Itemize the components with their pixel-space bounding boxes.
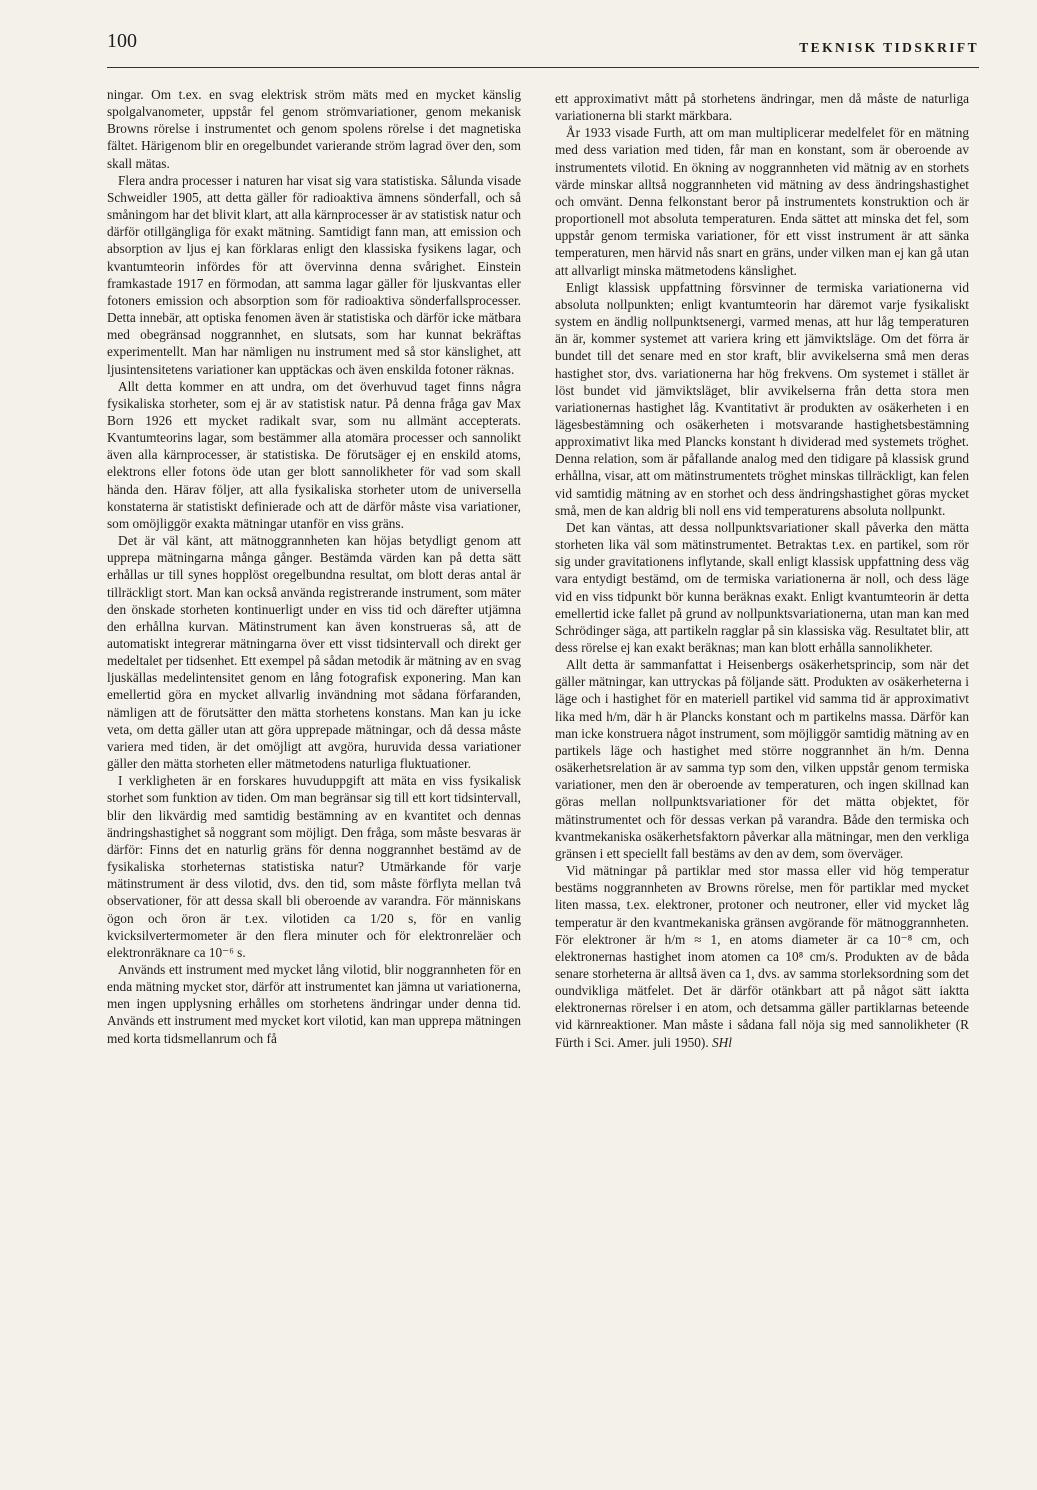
page-number: 100 [107,30,137,52]
journal-title: TEKNISK TIDSKRIFT [799,40,979,55]
paragraph: Det kan väntas, att dessa nollpunktsvariationer skall påverka den mätta storheten lika väl som mätinstrumentet. Betraktas t.ex. en partikel, som rör sig under gravitationens inflytande, skall enligt klassisk uppfattning dess väg vara entydigt bestämd, om de termiska variationerna är noll, och dess läge vid en viss tidpunkt bör kunna beräknas exakt. Enligt kvantumteorin är detta emellertid icke fallet på grund av nollpunktsvariationerna, utan man kan med Schrödinger säga, att partikeln ragglar på sin klassiska väg. Resultatet blir, att dess rörelse ej kan exakt beräknas; man kan blott erhålla sannolikheter. [555,519,969,655]
page-header [107,30,979,66]
paragraph: Allt detta kommer en att undra, om det överhuvud taget finns några fysikaliska storheter, som ej är av statistisk natur. På denna fråga gav Max Born 1926 ett mycket radikalt svar, som nu allmänt accepterats. Kvantumteorins lagar, som bestämmer alla atomära processer och sannolikt även alla kärnprocesser, är statistiska. De förutsäger ej en enskild atoms, elektrons eller fotons öde utan ger blott sannolikheter för vad som skall hända den. Härav följer, att alla fysikaliska storheter utom de universella konstaterna är statistiskt definierade och att de därför måste visa variationer, som omöjliggör exakta mätningar utanför en viss gräns. [107,378,521,531]
paragraph: Enligt klassisk uppfattning försvinner de termiska variationerna vid absoluta nollpunkten; enligt kvantumteorin har däremot varje fysikaliskt system en ändlig nollpunktsenergi, varmed menas, att hur låg temperaturen än är, kommer systemet att variera kring ett jämviktsläge. Om det förra är bundet till det senare med en stor kraft, blir avvikelserna små men deras hastighet stor, dvs. variationerna har hög frekvens. Om systemet i stället är löst bundet vid jämviktsläget, blir avvikelserna från detta stora men variationernas hastighet låg. Kvantitativt är produkten av osäkerheten i en lägesbestämning och osäkerheten i motsvarande hastighetsbestämning approximativt lika med Plancks konstant h dividerad med systemets tröghet. Denna relation, som är påfallande analog med den tidigare på klassisk grund erhållna, visar, att om mätinstrumentets tröghet minskas tillräckligt, kan felen vid samtidig mätning av en storhet och dess ändringshastighet göras mycket små, men de kan aldrig bli noll ens vid temperaturens absoluta nollpunkt. [555,279,969,518]
paragraph [555,862,969,1051]
header-rule [107,67,979,68]
paragraph: Allt detta är sammanfattat i Heisenbergs osäkerhetsprincip, som när det gäller mätningar, kan uttryckas på följande sätt. Produkten av osäkerheterna i läge och i hastighet för en materiell partikel vid samma tid är approximativt lika med h/m, där h är Plancks konstant och m partikelns massa. Därför kan man icke konstruera något instrument, som möjliggör samtidig mätning av en partikels läge och hastighet med större noggrannhet än h/m. Denna osäkerhetsrelation är av samma typ som den, vilken uppstår genom termiska variationer, men den är oberoende av temperaturen, och ingen skillnad kan göras mellan nollpunktsvariationer för det mätta objektet, för mätinstrumentet och för dessas verkan på varandra. Både den termiska och kvantmekaniska osäkerhetsfaktorn påverkar alla mätningar, men den verkliga gränsen i ett speciellt fall bestäms av den av dem, som överväger. [555,657,969,861]
paragraph: Flera andra processer i naturen har visat sig vara statistiska. Sålunda visade Schweidler 1905, att detta gäller för radioaktiva ämnens sönderfall, och så småningom har det blivit klart, att alla kärnprocesser är av statistisk natur och därför otillgängliga för exakt mätning. Samtidigt fann man, att emission och absorption av ljus ej kan förklaras enligt den klassiska fysikens lagar, och kvantumteorin infördes för att övervinna denna svårighet. Einstein framkastade 1917 en förmodan, att samma lagar gäller för ljuskvantas eller fotoners emission och absorption som för radioaktiva sönderfallsprocesser. Detta innebär, att optiska fenomen även är statistiska och därför icke mätbara med obegränsad noggrannhet, en slutsats, som har kunnat bekräftas experimentellt. Man har nämligen nu instrument med så stor känslighet, att ljusintensitetens variationer kan upptäckas och även enskilda fotoner räknas. [107,172,521,377]
paragraph: Används ett instrument med mycket lång vilotid, blir noggrannheten för en enda mätning mycket stor, därför att instrumentet kan jämna ut variationerna, men ingen upplysning erhålles om storhetens ändringar under denna tid. Används ett instrument med mycket kort vilotid, kan man upprepa mätningen med korta tidsmellanrum och få [107,961,521,1046]
paragraph: ett approximativt mått på storhetens ändringar, men då måste de naturliga variationerna bli starkt märkbara. [555,91,969,124]
left-column [107,86,521,1047]
paragraph-text: Vid mätningar på partiklar med stor massa eller vid hög temperatur bestäms noggrannheten av Browns rörelse, men för partiklar med mycket liten massa, t.ex. elektroner, protoner och neutroner, eller vid mycket låg temperatur är den kvantmekaniska gränsen avgörande för mätnoggrannheten. För elektroner är h/m ≈ 1, en atoms diameter är ca 10⁻⁸ cm, och elektronernas hastighet inom atomen ca 10⁸ cm/s. Produkten av de båda senare storheterna är alltså även ca 1, dvs. av samma storleksordning som det oundvikliga mätfelet. Det är därför otänkbart att på något sätt iaktta elektronernas rörelser i en atom, och detsamma gäller partiklarnas beteende vid kärnreaktioner. Man måste i sådana fall nöja sig med sannolikheter (R Fürth i Sci. Amer. juli 1950). [555,863,969,1050]
paragraph: ningar. Om t.ex. en svag elektrisk ström mäts med en mycket känslig spolgalvanometer, uppstår fel genom strömvariationer, genom mekanisk Browns rörelse i instrumentet och genom spolens rörelse i det magnetiska fältet. Härigenom blir en oregelbundet varierande ström lagrad över den, som skall mätas. [107,87,521,171]
right-column [555,90,969,1051]
paragraph: År 1933 visade Furth, att om man multiplicerar medelfelet för en mätning med dess variation med tiden, får man en konstant, som är oberoende av instrumentets vilotid. En ökning av noggrannheten vid mätnig av en storhets värde minskar alltså noggrannheten vid mätning av dess ändringshastighet och omvänt. Denna felkonstant beror på instrumentets konstruktion och är proportionell mot absoluta temperaturen. Enda sättet att minska det fel, som uppstår genom termiska variationer, för ett visst instrument är att sänka temperaturen, men härvid nås snart en gräns, under vilken man ej kan gå utan att allvarligt minska mätmetodens känslighet. [555,125,969,278]
author-signature: SHl [711,1034,732,1050]
paragraph: Det är väl känt, att mätnoggrannheten kan höjas betydligt genom att upprepa mätningarna många gånger. Bestämda värden kan på detta sätt erhållas ur till synes hopplöst oregelbundna resultat, om blott deras antal är tillräckligt stort. Man kan också använda registrerande instrument, som mäter den önskade storheten kontinuerligt under en viss tid och därefter utjämna den erhållna kurvan. Mätinstrument kan även konstrueras så, att de automatiskt integrerar mätningarna över ett visst tidsintervall och direkt ger medeltalet per tidsenhet. Ett exempel på sådan metodik är mätning av en svag ljuskällas medelintensitet genom en lång fotografisk exponering. Man kan emellertid göra en mycket allvarlig invändning mot sådana förfaranden, nämligen att de förutsätter den mätta storhetens konstans. Man kan ju icke veta, om detta gäller utan att göra upprepade mätningar, och då dessa måste variera med tiden, är det omöjligt att avgöra, huruvida dessa variationer gäller den mätta storheten eller mätmetodens naturliga fluktuationer. [107,533,521,772]
paragraph: I verkligheten är en forskares huvuduppgift att mäta en viss fysikalisk storhet som funktion av tiden. Om man begränsar sig till ett kort tidsintervall, blir den likvärdig med samtidig bestämning av en kvantitet och dennas ändringshastighet så noggrant som möjligt. Den fråga, som måste besvaras är därför: Finns det en naturlig gräns för denna noggrannhet bestämd av de fysikaliska storheternas statistiska natur? Utmärkande för varje mätinstrument är dess vilotid, dvs. den tid, som måste förflyta mellan två observationer, för att dessa skall bli oberoende av varandra. För människans ögon och öron är t.ex. vilotiden ca 1/20 s, för en vanlig kvicksilvertermometer är den flera minuter och för elektronreläer och elektronräknare ca 10⁻⁶ s. [107,773,521,960]
